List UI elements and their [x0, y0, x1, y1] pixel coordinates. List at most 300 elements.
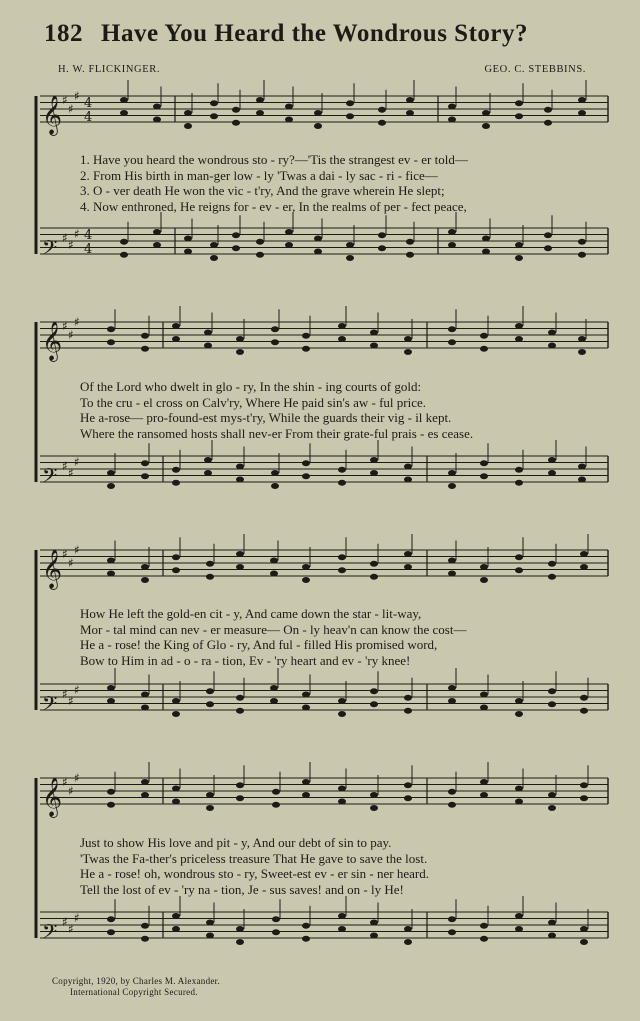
notehead — [480, 792, 488, 798]
notehead — [236, 551, 244, 557]
notehead — [480, 577, 488, 583]
notehead — [482, 236, 490, 242]
notehead — [448, 571, 456, 577]
notehead — [107, 339, 115, 345]
notehead — [378, 245, 386, 251]
notehead — [236, 695, 244, 701]
notehead — [548, 920, 556, 926]
notehead — [578, 110, 586, 116]
notehead — [210, 113, 218, 119]
notehead — [515, 323, 523, 329]
sharp-icon: ♯ — [68, 694, 74, 708]
notehead — [338, 786, 346, 792]
bass-clef-icon: 𝄢 — [42, 920, 58, 948]
notehead — [107, 558, 115, 564]
lyrics-block-1 — [80, 152, 610, 214]
lyric-line: 2. From His birth in man-ger low - ly 'Twas a dai - ly sac - ri - fice— — [80, 167, 438, 183]
sharp-icon: ♯ — [62, 775, 68, 789]
time-signature-icon: 4 — [84, 242, 93, 257]
notehead — [302, 792, 310, 798]
notehead — [404, 939, 412, 945]
notehead — [338, 799, 346, 805]
notehead — [236, 464, 244, 470]
notehead — [346, 242, 354, 248]
notehead — [153, 242, 161, 248]
notehead — [338, 336, 346, 342]
notehead — [184, 249, 192, 255]
notehead — [204, 343, 212, 349]
notehead — [448, 483, 456, 489]
notehead — [271, 326, 279, 332]
notehead — [141, 346, 149, 352]
sharp-icon: ♯ — [62, 231, 68, 245]
notehead — [515, 480, 523, 486]
notehead — [302, 460, 310, 466]
notehead — [107, 470, 115, 476]
notehead — [338, 554, 346, 560]
sharp-icon: ♯ — [68, 784, 74, 798]
notehead — [515, 100, 523, 106]
lyric-line: To the cru - el cross on Calv'ry, Where He paid sin's aw - ful price. — [80, 394, 426, 410]
notehead — [548, 933, 556, 939]
notehead — [544, 232, 552, 238]
notehead — [548, 330, 556, 336]
notehead — [404, 551, 412, 557]
treble-clef-icon: 𝄞 — [42, 777, 63, 817]
notehead — [107, 916, 115, 922]
notehead — [232, 245, 240, 251]
notehead — [107, 802, 115, 808]
notehead — [338, 926, 346, 932]
notehead — [172, 467, 180, 473]
lyric-line: Of the Lord who dwelt in glo - ry, In the shin - ing courts of gold: — [80, 379, 422, 394]
notehead — [406, 239, 414, 245]
notehead — [370, 688, 378, 694]
notehead — [578, 477, 586, 483]
sharp-icon: ♯ — [74, 315, 80, 329]
notehead — [302, 473, 310, 479]
notehead — [270, 698, 278, 704]
notehead — [314, 123, 322, 129]
notehead — [482, 123, 490, 129]
notehead — [515, 786, 523, 792]
notehead — [172, 554, 180, 560]
lyric-line: Tell the lost of ev - 'ry na - tion, Je - sus saves! and on - ly He! — [80, 881, 404, 897]
notehead — [580, 551, 588, 557]
notehead — [204, 470, 212, 476]
notehead — [302, 692, 310, 698]
hymn-title: Have You Heard the Wondrous Story? — [101, 20, 528, 47]
notehead — [141, 564, 149, 570]
lyric-line: He a-rose— pro-found-est mys-t'ry, While the guards their vig - il kept. — [80, 410, 452, 425]
notehead — [206, 920, 214, 926]
notehead — [370, 574, 378, 580]
notehead — [480, 346, 488, 352]
notehead — [515, 567, 523, 573]
notehead — [448, 929, 456, 935]
time-signature-icon: 4 — [84, 110, 93, 125]
notehead — [206, 688, 214, 694]
notehead — [548, 561, 556, 567]
lyric-line: Bow to Him in ad - o - ra - tion, Ev - 'ry heart and ev - 'ry knee! — [80, 652, 411, 668]
notehead — [285, 117, 293, 123]
notehead — [580, 795, 588, 801]
notehead — [448, 326, 456, 332]
notehead — [515, 698, 523, 704]
notehead — [270, 558, 278, 564]
lyric-line: Just to show His love and pit - y, And our debt of sin to pay. — [80, 835, 392, 850]
notehead — [480, 936, 488, 942]
notehead — [448, 685, 456, 691]
notehead — [141, 692, 149, 698]
notehead — [406, 252, 414, 258]
notehead — [232, 120, 240, 126]
notehead — [548, 792, 556, 798]
notehead — [271, 470, 279, 476]
notehead — [378, 120, 386, 126]
notehead — [548, 574, 556, 580]
notehead — [272, 789, 280, 795]
notehead — [210, 255, 218, 261]
notehead — [404, 477, 412, 483]
notehead — [107, 698, 115, 704]
sharp-icon: ♯ — [74, 683, 80, 697]
notehead — [480, 923, 488, 929]
composer-credit: GEO. C. STEBBINS. — [484, 64, 586, 75]
notehead — [172, 926, 180, 932]
notehead — [236, 349, 244, 355]
lyric-line: Mor - tal mind can nev - er measure— On - ly heav'n can know the cost— — [80, 621, 467, 637]
notehead — [184, 236, 192, 242]
notehead — [172, 786, 180, 792]
notehead — [107, 483, 115, 489]
notehead — [548, 457, 556, 463]
notehead — [370, 330, 378, 336]
notehead — [256, 97, 264, 103]
notehead — [210, 100, 218, 106]
notehead — [285, 104, 293, 110]
notehead — [448, 242, 456, 248]
notehead — [515, 113, 523, 119]
notehead — [314, 236, 322, 242]
notehead — [236, 336, 244, 342]
notehead — [448, 802, 456, 808]
notehead — [370, 457, 378, 463]
lyric-line: He a - rose! the King of Glo - ry, And ful - filled His promised word, — [80, 637, 438, 652]
bass-clef-icon: 𝄢 — [42, 464, 58, 492]
notehead — [302, 923, 310, 929]
notehead — [404, 795, 412, 801]
notehead — [236, 477, 244, 483]
sharp-icon: ♯ — [74, 89, 80, 103]
lyrics-block-2 — [80, 379, 610, 441]
lyric-line: 4. Now enthroned, He reigns for - ev - er, In the realms of per - fect peace, — [80, 198, 467, 214]
notehead — [204, 330, 212, 336]
lyrics-block-4 — [80, 835, 610, 897]
notehead — [548, 688, 556, 694]
notehead — [271, 339, 279, 345]
notehead — [172, 480, 180, 486]
notehead — [404, 926, 412, 932]
notehead — [370, 805, 378, 811]
notehead — [370, 701, 378, 707]
hymn-number: 182 — [44, 20, 83, 47]
sharp-icon: ♯ — [62, 93, 68, 107]
notehead — [302, 564, 310, 570]
sharp-icon: ♯ — [74, 227, 80, 241]
notehead — [346, 255, 354, 261]
notehead — [206, 574, 214, 580]
notehead — [480, 473, 488, 479]
notehead — [338, 567, 346, 573]
notehead — [120, 252, 128, 258]
notehead — [404, 782, 412, 788]
notehead — [256, 110, 264, 116]
notehead — [580, 939, 588, 945]
notehead — [480, 779, 488, 785]
notehead — [544, 107, 552, 113]
treble-clef-icon: 𝄞 — [42, 321, 63, 361]
notehead — [204, 457, 212, 463]
sharp-icon: ♯ — [62, 915, 68, 929]
lyric-line: How He left the gold-en cit - y, And came down the star - lit-way, — [80, 606, 422, 621]
notehead — [404, 564, 412, 570]
notehead — [120, 97, 128, 103]
notehead — [270, 685, 278, 691]
notehead — [404, 464, 412, 470]
notehead — [107, 685, 115, 691]
lyric-line: 3. O - ver death He won the vic - t'ry, And the grave wherein He slept; — [80, 183, 445, 198]
treble-clef-icon: 𝄞 — [42, 95, 63, 135]
notehead — [141, 779, 149, 785]
notehead — [302, 779, 310, 785]
notehead — [232, 232, 240, 238]
notehead — [184, 110, 192, 116]
lyric-line: Where the ransomed hosts shall nev-er From their grate-ful prais - es cease. — [80, 425, 474, 441]
lyrics-block-3 — [80, 606, 610, 668]
notehead — [515, 242, 523, 248]
notehead — [378, 107, 386, 113]
sharp-icon: ♯ — [68, 328, 74, 342]
notehead — [232, 107, 240, 113]
notehead — [206, 792, 214, 798]
notehead — [314, 110, 322, 116]
notehead — [448, 339, 456, 345]
notehead — [448, 558, 456, 564]
notehead — [236, 926, 244, 932]
notehead — [141, 923, 149, 929]
notehead — [448, 104, 456, 110]
notehead — [256, 252, 264, 258]
notehead — [141, 577, 149, 583]
notehead — [236, 708, 244, 714]
notehead — [404, 336, 412, 342]
notehead — [448, 789, 456, 795]
notehead — [172, 799, 180, 805]
notehead — [370, 343, 378, 349]
notehead — [210, 242, 218, 248]
notehead — [515, 554, 523, 560]
time-signature-icon: 4 — [84, 96, 93, 111]
sharp-icon: ♯ — [74, 911, 80, 925]
notehead — [206, 933, 214, 939]
notehead — [480, 564, 488, 570]
notehead — [580, 708, 588, 714]
copyright-secured-line: International Copyright Secured. — [70, 986, 198, 997]
notehead — [480, 460, 488, 466]
notehead — [515, 913, 523, 919]
notehead — [580, 564, 588, 570]
treble-clef-icon: 𝄞 — [42, 549, 63, 589]
lyricist-credit: H. W. FLICKINGER. — [58, 64, 161, 75]
notehead — [120, 110, 128, 116]
notehead — [172, 698, 180, 704]
notehead — [236, 564, 244, 570]
notehead — [338, 467, 346, 473]
sharp-icon: ♯ — [62, 459, 68, 473]
notehead — [141, 473, 149, 479]
notehead — [270, 571, 278, 577]
sharp-icon: ♯ — [62, 687, 68, 701]
notehead — [285, 242, 293, 248]
notehead — [107, 571, 115, 577]
notehead — [548, 805, 556, 811]
notehead — [141, 705, 149, 711]
notehead — [302, 705, 310, 711]
notehead — [107, 326, 115, 332]
copyright-footer — [52, 976, 220, 997]
notehead — [370, 792, 378, 798]
notehead — [302, 346, 310, 352]
notehead — [578, 336, 586, 342]
notehead — [404, 349, 412, 355]
sharp-icon: ♯ — [62, 547, 68, 561]
notehead — [120, 239, 128, 245]
notehead — [236, 795, 244, 801]
notehead — [544, 120, 552, 126]
notehead — [272, 802, 280, 808]
notehead — [206, 701, 214, 707]
sharp-icon: ♯ — [68, 102, 74, 116]
notehead — [548, 701, 556, 707]
notehead — [448, 470, 456, 476]
notehead — [141, 792, 149, 798]
notehead — [544, 245, 552, 251]
notehead — [153, 117, 161, 123]
notehead — [480, 705, 488, 711]
notehead — [338, 698, 346, 704]
sharp-icon: ♯ — [68, 466, 74, 480]
notehead — [404, 695, 412, 701]
notehead — [141, 936, 149, 942]
notehead — [184, 123, 192, 129]
sharp-icon: ♯ — [74, 455, 80, 469]
notehead — [515, 711, 523, 717]
notehead — [515, 926, 523, 932]
notehead — [370, 920, 378, 926]
notehead — [515, 255, 523, 261]
notehead — [346, 113, 354, 119]
notehead — [271, 483, 279, 489]
notehead — [206, 805, 214, 811]
notehead — [338, 711, 346, 717]
notehead — [107, 789, 115, 795]
notehead — [578, 464, 586, 470]
notehead — [172, 711, 180, 717]
sharp-icon: ♯ — [68, 556, 74, 570]
notehead — [515, 799, 523, 805]
bass-clef-icon: 𝄢 — [42, 236, 58, 264]
notehead — [285, 229, 293, 235]
notehead — [141, 460, 149, 466]
lyric-line: 'Twas the Fa-ther's priceless treasure That He gave to save the lost. — [80, 850, 428, 866]
sharp-icon: ♯ — [74, 771, 80, 785]
notehead — [370, 561, 378, 567]
notehead — [448, 229, 456, 235]
notehead — [172, 336, 180, 342]
notehead — [548, 343, 556, 349]
notehead — [480, 692, 488, 698]
notehead — [236, 782, 244, 788]
notehead — [272, 916, 280, 922]
notehead — [515, 336, 523, 342]
notehead — [370, 933, 378, 939]
notehead — [482, 249, 490, 255]
notehead — [346, 100, 354, 106]
notehead — [578, 239, 586, 245]
bass-clef-icon: 𝄢 — [42, 692, 58, 720]
notehead — [302, 936, 310, 942]
notehead — [153, 104, 161, 110]
notehead — [404, 708, 412, 714]
notehead — [153, 229, 161, 235]
notehead — [578, 252, 586, 258]
notehead — [107, 929, 115, 935]
notehead — [172, 567, 180, 573]
notehead — [406, 110, 414, 116]
notehead — [448, 916, 456, 922]
lyric-line: He a - rose! oh, wondrous sto - ry, Sweet-est ev - er sin - ner heard. — [80, 866, 429, 881]
notehead — [580, 695, 588, 701]
notehead — [378, 232, 386, 238]
notehead — [256, 239, 264, 245]
lyric-line: 1. Have you heard the wondrous sto - ry?—'Tis the strangest ev - er told— — [80, 152, 468, 167]
notehead — [548, 470, 556, 476]
notehead — [141, 333, 149, 339]
sharp-icon: ♯ — [68, 922, 74, 936]
notehead — [370, 470, 378, 476]
notehead — [206, 561, 214, 567]
notehead — [480, 333, 488, 339]
notehead — [172, 323, 180, 329]
notehead — [578, 97, 586, 103]
notehead — [580, 782, 588, 788]
copyright-line: Copyright, 1920, by Charles M. Alexander. — [52, 976, 221, 986]
notehead — [580, 926, 588, 932]
time-signature-icon: 4 — [84, 228, 93, 243]
notehead — [515, 467, 523, 473]
notehead — [338, 323, 346, 329]
notehead — [314, 249, 322, 255]
notehead — [172, 913, 180, 919]
notehead — [448, 698, 456, 704]
sharp-icon: ♯ — [62, 319, 68, 333]
notehead — [302, 333, 310, 339]
notehead — [302, 577, 310, 583]
sharp-icon: ♯ — [74, 543, 80, 557]
notehead — [338, 913, 346, 919]
notehead — [578, 349, 586, 355]
